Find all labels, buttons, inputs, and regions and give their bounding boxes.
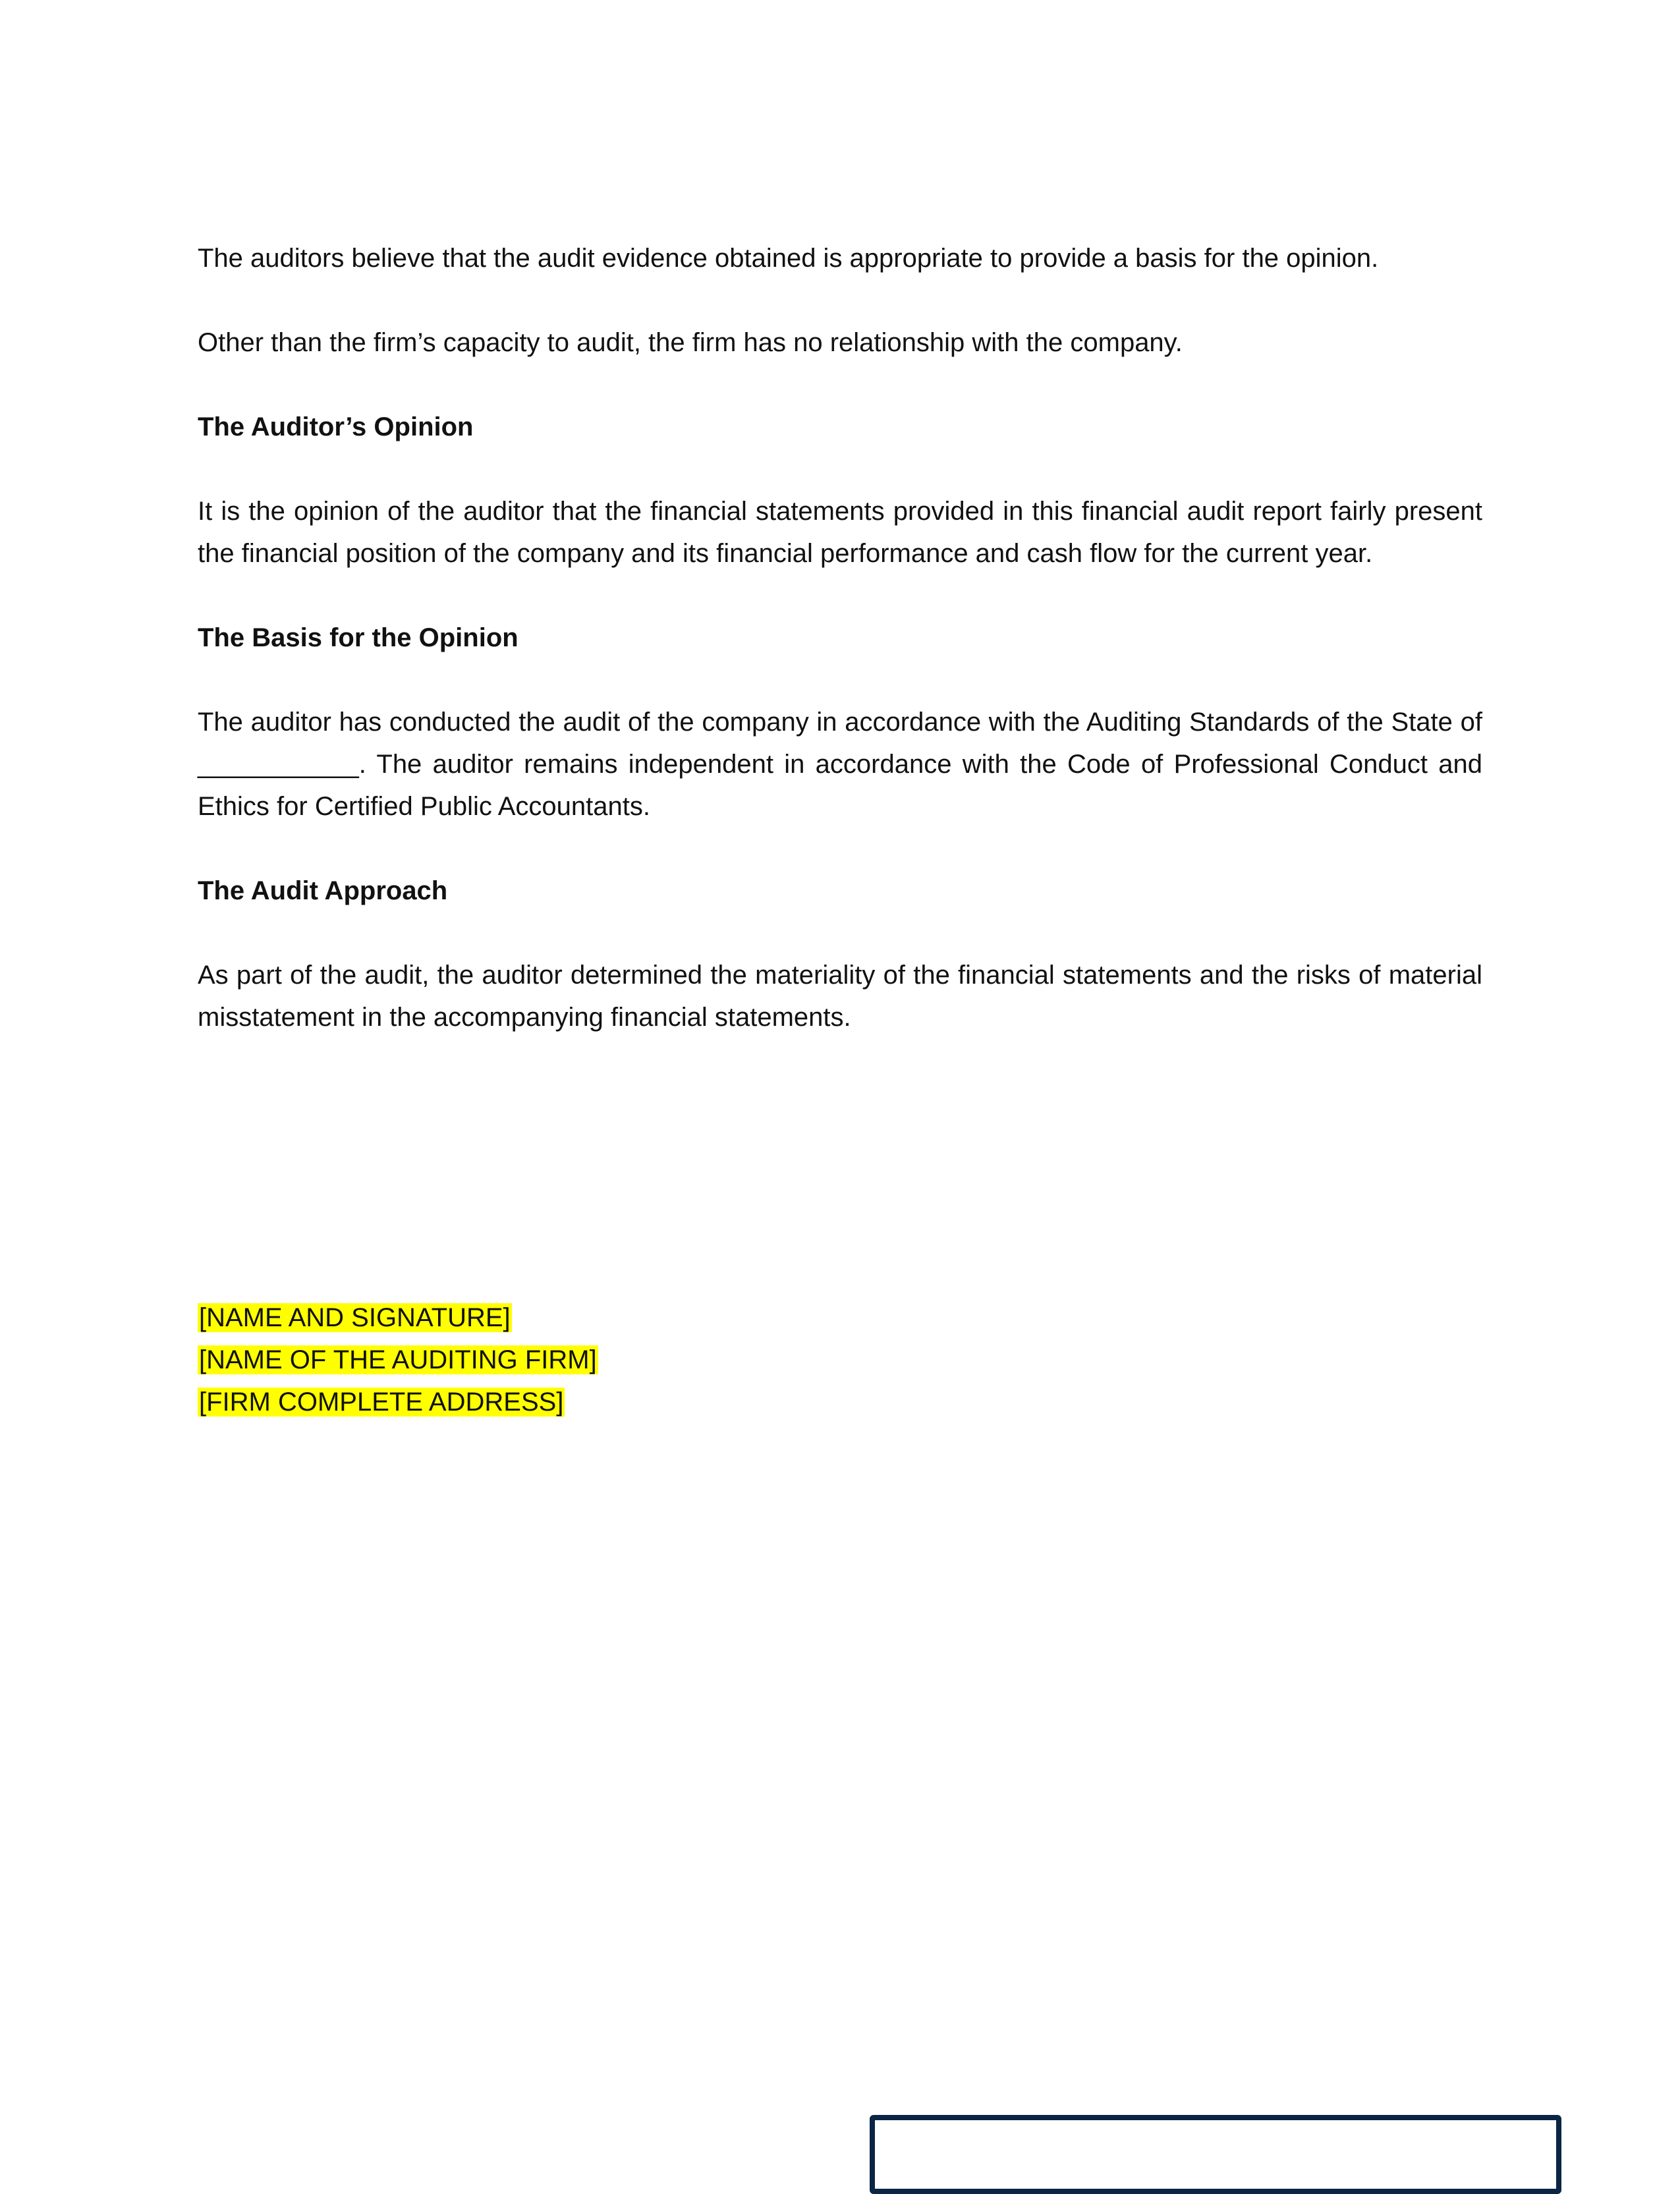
signature-firm-line bbox=[198, 1339, 598, 1381]
signature-firm: [NAME OF THE AUDITING FIRM] bbox=[199, 1345, 597, 1374]
signature-name: [NAME AND SIGNATURE] bbox=[199, 1303, 511, 1332]
basis-paragraph: The auditor has conducted the audit of the company in accordance with the Auditing Standards of the State of ___________. The auditor remains independent in accordance with the Code of Professional Conduct and Ethics for Certified Public Accountants. bbox=[198, 708, 1482, 821]
approach-paragraph: As part of the audit, the auditor determined the materiality of the financial statements and the risks of material misstatement in the accompanying financial statements. bbox=[198, 961, 1482, 1032]
footer-frame-box bbox=[870, 2115, 1561, 2194]
signature-address: [FIRM COMPLETE ADDRESS] bbox=[199, 1388, 564, 1417]
signature-name-line bbox=[198, 1297, 598, 1339]
signature-address-line bbox=[198, 1381, 598, 1423]
signature-block bbox=[198, 1297, 598, 1423]
opinion-paragraph: It is the opinion of the auditor that the financial statements provided in this financial audit report fairly present the financial position of the company and its financial performance and cash flow for the current year. bbox=[198, 497, 1482, 568]
basis-heading: The Basis for the Opinion bbox=[198, 623, 518, 652]
evidence-paragraph: The auditors believe that the audit evidence obtained is appropriate to provide a basis for the opinion. bbox=[198, 244, 1379, 273]
document-body bbox=[198, 237, 1482, 1081]
opinion-heading: The Auditor’s Opinion bbox=[198, 412, 474, 441]
relationship-paragraph: Other than the firm’s capacity to audit, the firm has no relationship with the company. bbox=[198, 328, 1183, 357]
approach-heading: The Audit Approach bbox=[198, 876, 448, 905]
